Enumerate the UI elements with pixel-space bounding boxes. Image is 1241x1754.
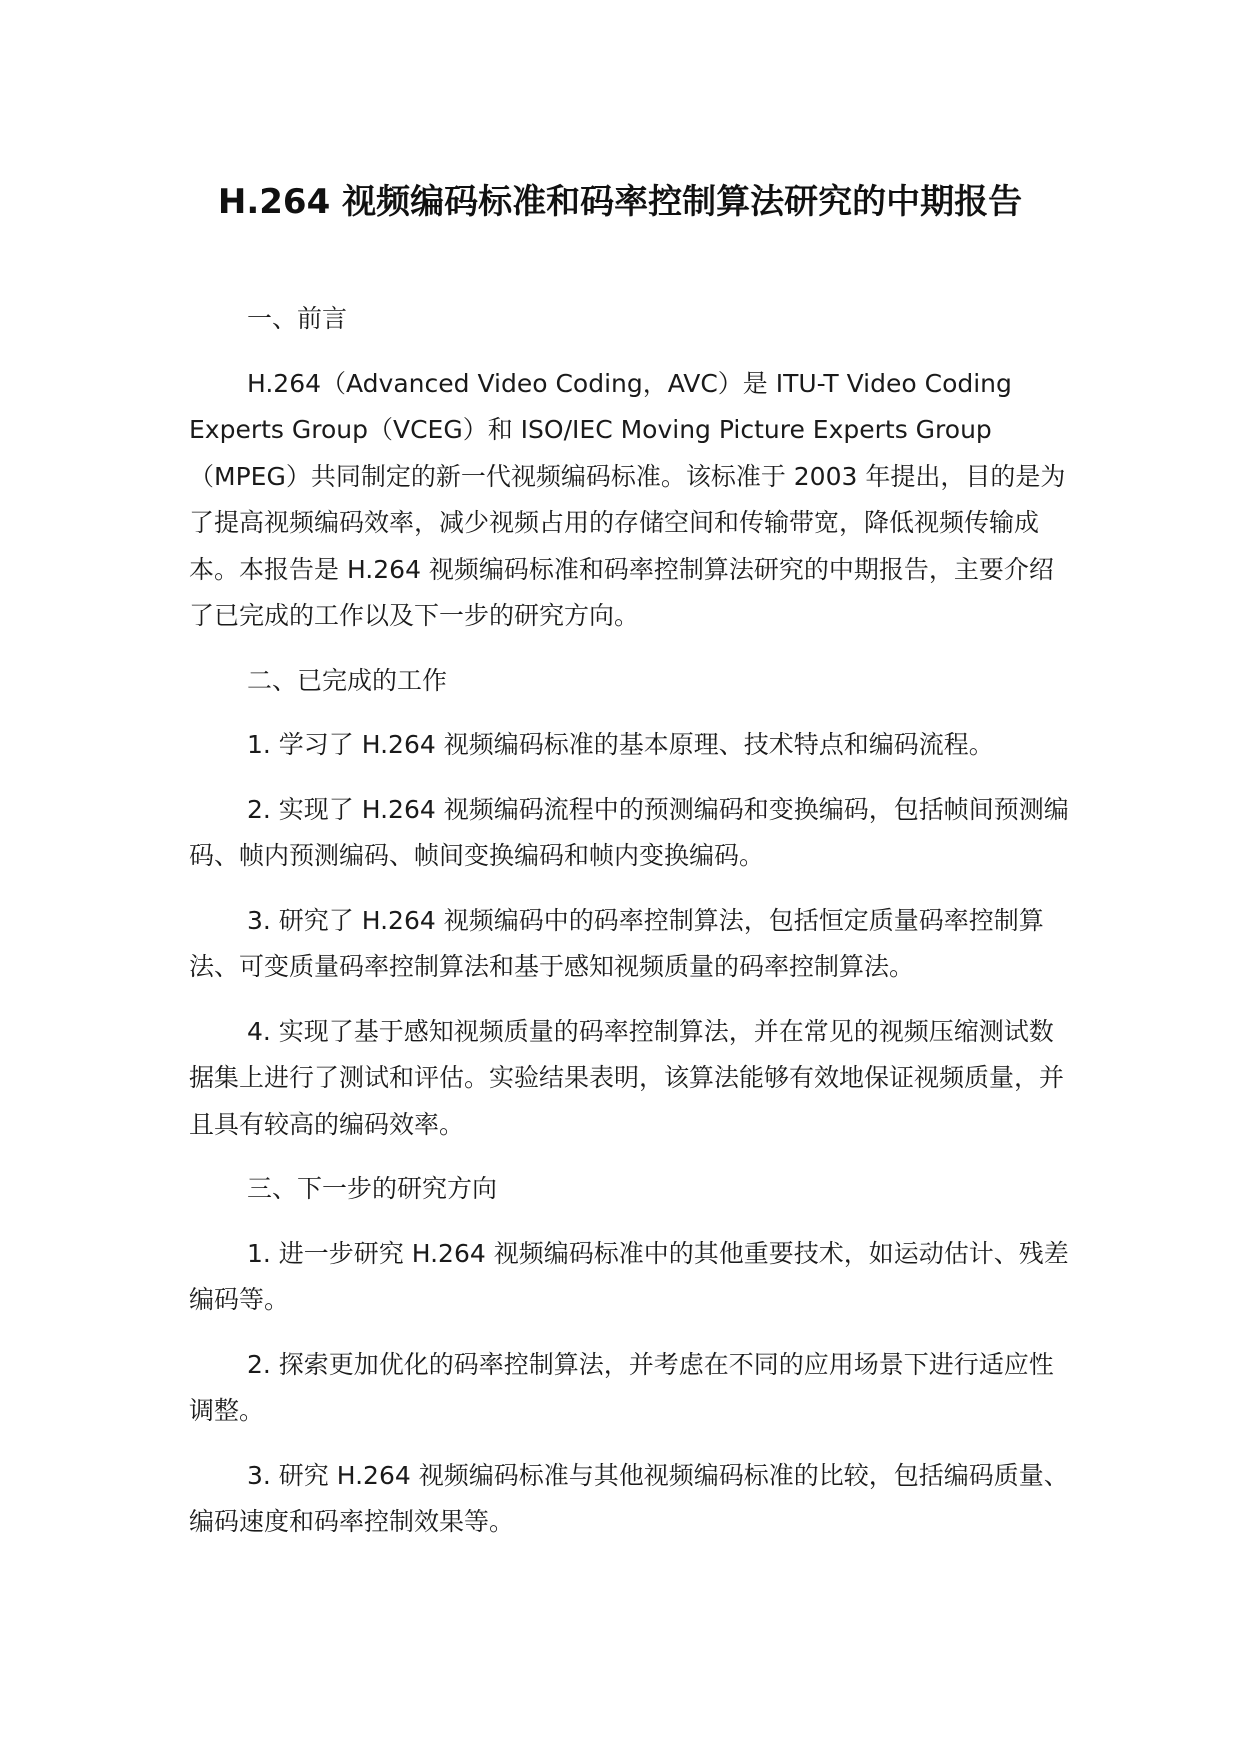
document-body	[189, 296, 1069, 1564]
next-step-item-3: 3. 研究 H.264 视频编码标准与其他视频编码标准的比较，包括编码质量、编码速度和码率控制效果等。	[189, 1460, 1069, 1536]
completed-item-1: 1. 学习了 H.264 视频编码标准的基本原理、技术特点和编码流程。	[247, 730, 994, 759]
completed-item-4: 4. 实现了基于感知视频质量的码率控制算法，并在常见的视频压缩测试数据集上进行了测试和评估。实验结果表明，该算法能够有效地保证视频质量，并且具有较高的编码效率。	[189, 1016, 1065, 1139]
section-heading-next-steps: 三、下一步的研究方向	[247, 1174, 498, 1203]
next-step-item-2: 2. 探索更加优化的码率控制算法，并考虑在不同的应用场景下进行适应性调整。	[189, 1349, 1054, 1425]
next-step-item-1: 1. 进一步研究 H.264 视频编码标准中的其他重要技术，如运动估计、残差编码等。	[189, 1238, 1069, 1314]
preface-paragraph: H.264（Advanced Video Coding，AVC）是 ITU-T Video Coding Experts Group（VCEG）和 ISO/IEC Moving Picture Experts Group（MPEG）共同制定的新一代视频编码标准。该标准于 2003 年提出，目的是为了提高视频编码效率，减少视频占用的存储空间和传输带宽，降低视频传输成本。本报告是 H.264 视频编码标准和码率控制算法研究的中期报告，主要介绍了已完成的工作以及下一步的研究方向。	[189, 368, 1066, 630]
section-heading-completed-work: 二、已完成的工作	[247, 665, 448, 695]
completed-item-3: 3. 研究了 H.264 视频编码中的码率控制算法，包括恒定质量码率控制算法、可变质量码率控制算法和基于感知视频质量的码率控制算法。	[189, 905, 1044, 981]
section-heading-preface: 一、前言	[247, 304, 348, 333]
document-title: H.264 视频编码标准和码率控制算法研究的中期报告	[217, 182, 1023, 222]
completed-item-2: 2. 实现了 H.264 视频编码流程中的预测编码和变换编码，包括帧间预测编码、帧内预测编码、帧间变换编码和帧内变换编码。	[189, 794, 1069, 870]
